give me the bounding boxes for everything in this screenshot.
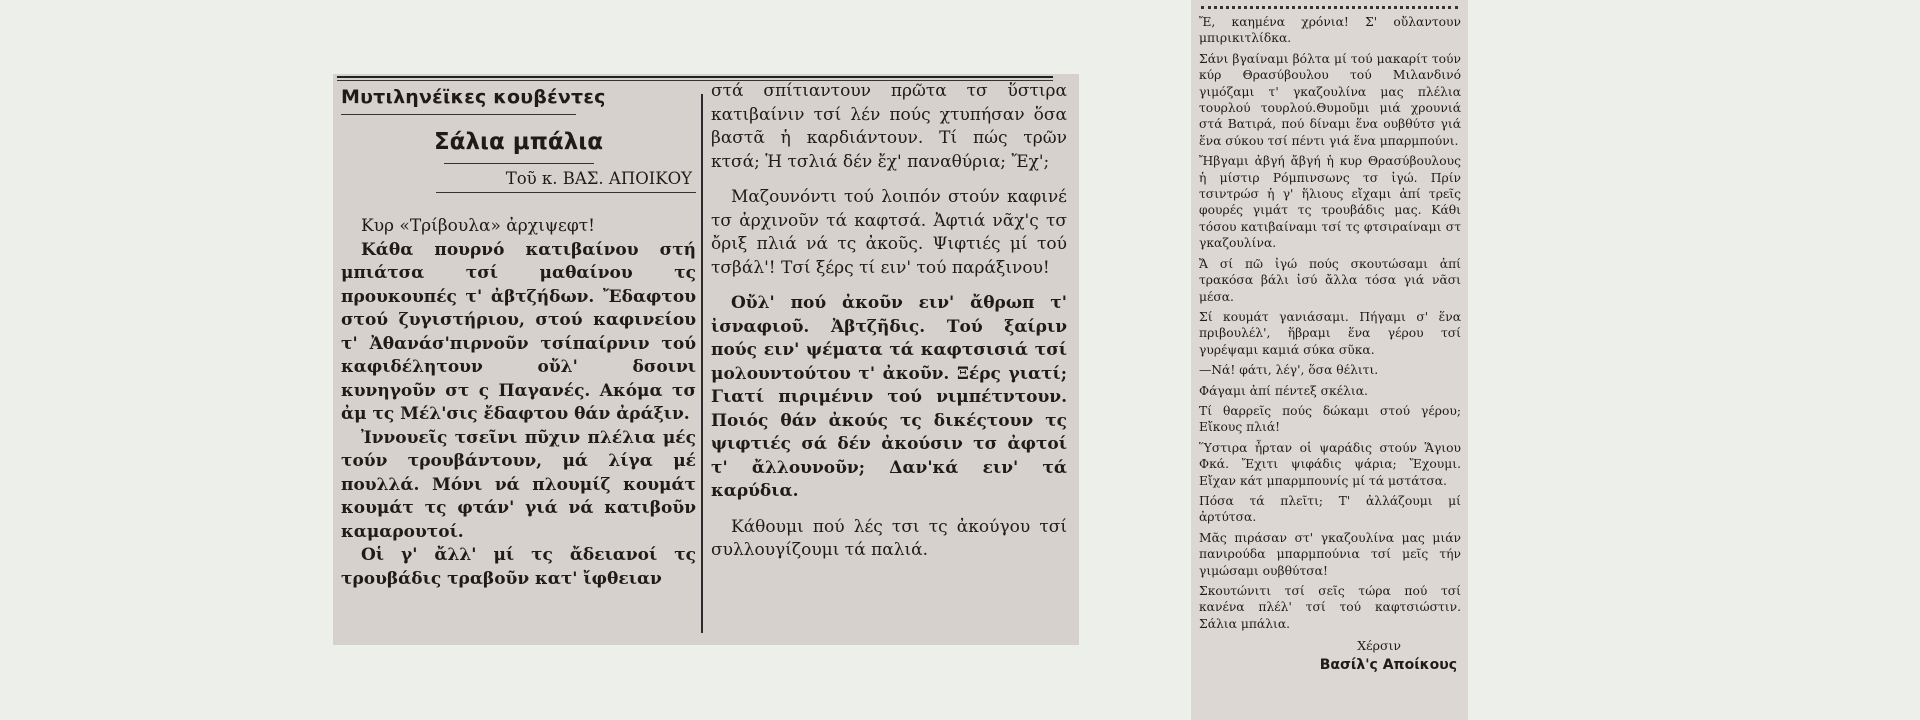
signoff: Χέρσιν	[1357, 638, 1401, 654]
paragraph: Κάθουμι πού λές τσι τς ἀκούγου τσί συλλουγίζουμι τά παλιά.	[711, 516, 1067, 560]
title-underline	[341, 114, 576, 115]
paragraph: Οἱ γ' ἄλλ' μί τς ἄδειανοί τς τρουβάδις τραβοῦν κατ' ἴφθειαν	[341, 545, 696, 589]
paragraph: Φάγαμι ἀπί πέντεξ σκέλια.	[1199, 383, 1368, 398]
column-divider	[701, 94, 703, 633]
paragraph: Μαζουνόντι τού λοιπόν στούν καφινέ τσ ἀρχινοῦν τά καφτσά. Ἀφτιά νᾶχ'ς τσ ὄριξ πλιά νά τς ἀκοῦς. Ψιφτιές μί τού τσβάλ'! Τσί ξέρς τί ειν' τού παράξινου!	[711, 187, 1067, 278]
paragraph: Ἤβγαμι ἀβγή ἄβγή ἡ κυρ Θρασύβουλους ἡ μίστιρ Ρόμπινσωνς τσ ἰγώ. Πρίν τσιντρώσ ἡ γ' ἥλιους εἴχαμι ἀπί τρεῖς φουρές γιμάτ τς τρουβάδις μας. Κάθι τόσου κατιβαίναμι τσί τς φτσιραίναμι στ γκαζουλίνα.	[1199, 154, 1461, 251]
article-column-2	[711, 74, 1067, 645]
paragraph: Ἰννουεῖς τσεῖνι πῦχιν πλέλια μές τούν τρουβάντουν, μά λίγα μέ πουλλά. Μόνι νά πλουμίζ κουμάτ κουμάτ τς φτάν' γιά νά κατιβοῦν καμαρουτοί.	[341, 427, 696, 542]
article-column-1	[341, 74, 696, 645]
dotted-rule	[1201, 6, 1458, 9]
paragraph: Κυρ «Τρίβουλα» ἀρχιψεφτ!	[361, 216, 596, 236]
paragraph: Σάνι βγαίναμι βόλτα μί τού μακαρίτ τούν κύρ Θρασύβουλου τού Μιλανδινό γιμόζαμι τ' γκαζουλίνα μας πλέλια τουρλού τουρλού.Θυμοῦμι μιά χρουνιά στά Βατιρά, πού δίναμι ἕνα ουβθύτσ γιά ἕνα σύκου τσί πέντι γιά ἕνα μπαρμπούνι.	[1199, 51, 1461, 148]
paragraph: Ὕστιρα ἦρταν οἱ ψαράδις στούν Ἅγιου Φκά. Ἔχιτι ψιφάδις ψάρια; Ἔχουμι. Εἴχαν κάτ μπαρμπουνίς μί τά μστάτσα.	[1199, 440, 1461, 488]
paragraph: Οὔλ' πού ἀκοῦν ειν' ἄθρωπ τ' ἰσναφιοῦ. Ἀβτζῆδις. Τού ξαίριν πούς ειν' ψέματα τά καφτσισιά τσί μολουντούτου τ' ἀκοῦν. Ξέρς γιατί; Γιατί πιριμένιν τού νιμπέτντουν. Ποιός θάν ἀκούς τς δικέςτουν τς ψιφτιές σά δέν ἀκούσιν τσ ἀφτοί τ' ἄλλουνοῦν; Δαν'κά ειν' τά καρύδια.	[711, 293, 1067, 501]
paragraph: Σκουτώνιτι τσί σεῖς τώρα πού τσί κανένα πλέλ' τσί τού καφτσιώστιν. Σάλια μπάλια.	[1199, 584, 1461, 631]
column-2-body	[711, 80, 1067, 563]
paragraph: Πόσα τά πλεῖτι; Τ' ἀλλάζουμι μί ἀρτύτσα.	[1199, 493, 1461, 525]
byline-rule	[436, 192, 696, 193]
article-headline: Σάλια μπάλια	[433, 129, 604, 155]
newspaper-clipping-main	[333, 74, 1079, 645]
author-signature: Βασίλ'ς Αποίκους	[1319, 657, 1457, 674]
paragraph: Κάθα πουρνό κατιβαίνου στή μπιάτσα τσί μαθαίνου τς προυκουπές τ' ἀβτζήδων. Ἔδαφτου στού ζυγιστήριου, στού καφινείου τ' Ἀθανάσ'πιρνοῦν τσίπαίρνιν τού καφιδέλητουν οὔλ' δσοινι κυνηγοῦν στ ς Παγανές. Ακόμα τσ ἀμ τς Μέλ'σις ἔδαφτου θάν ἀράξιν.	[341, 239, 696, 424]
paragraph: στά σπίτιαντουν πρῶτα τσ ὕστιρα κατιβαίνιν τσί λέν πούς χτυπήσαν ὅσα βαστᾶ ἡ καρδιάντουν. Τί πώς τρῶν κτσά; Ἡ τσλιά δέν ἔχ' παναθύρια; Ἔχ';	[711, 81, 1067, 172]
paragraph: Σί κουμάτ γανιάσαμι. Πήγαμι σ' ἕνα πριβουλέλ', ἥβραμι ἕνα γέρου τσί γυρέψαμι καμιά σύκα σῦκα.	[1199, 309, 1461, 357]
newspaper-clipping-continuation	[1191, 0, 1468, 720]
column-1-body	[341, 215, 696, 591]
paragraph: Μᾶς πιράσαν στ' γκαζουλίνα μας μιάν πανιρούδα μπαρμπούνια τσί μεῖς τήν γιμώσαμι ουβθύτσα!	[1199, 530, 1461, 578]
article-byline: Τοῦ κ. ΒΑΣ. ΑΠΟΙΚΟΥ	[505, 169, 692, 188]
column-title: Μυτιληνέϊκες κουβέντες	[341, 86, 606, 108]
paragraph: —Νά! φάτι, λέγ', ὅσα θέλιτι.	[1199, 363, 1379, 378]
headline-rule	[444, 163, 594, 164]
continuation-body	[1199, 14, 1461, 673]
paragraph: Ἔ, καημένα χρόνια! Σ' οὔλαντουν μπιρικιτλίδκα.	[1199, 15, 1461, 46]
paragraph: Τί θαρρεῖς πούς δώκαμι στού γέρου; Εἴκους πλιά!	[1199, 403, 1461, 435]
paragraph: Ἄ σί πῶ ἰγώ πούς σκουτώσαμι ἀπί τρακόσα βάλι ἰσύ ἄλλα τόσα γιά νᾶσι μέσα.	[1199, 256, 1461, 304]
